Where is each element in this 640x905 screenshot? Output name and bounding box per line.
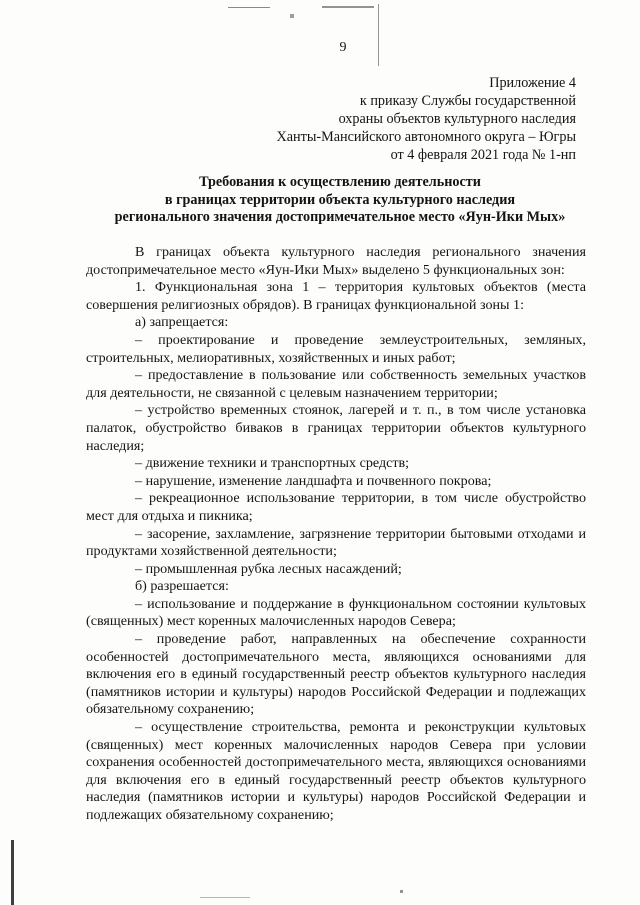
paragraph: – проведение работ, направленных на обеспечение сохранности особенностей достопримечательного места, являющихся основаниями для включения его в единый государственный реестр объектов культурного наследия (памятников истории и культуры) народов Российской Федерации и подлежащих обязательному сохранению; bbox=[86, 631, 586, 718]
appendix-line: к приказу Службы государственной bbox=[359, 93, 576, 109]
paragraph: – осуществление строительства, ремонта и реконструкции культовых (священных) мест коренных малочисленных народов Севера при условии сохранения особенностей достопримечательного места, являющихся основаниями для включения его в единый государственный реестр объектов культурного наследия (памятников истории и культуры) народов Российской Федерации и подлежащих обязательному сохранению; bbox=[86, 719, 586, 823]
paragraph: В границах объекта культурного наследия регионального значения достопримечательное место «Яун-Ики Мых» выделено 5 функциональных зон: bbox=[86, 244, 586, 278]
paragraph: – устройство временных стоянок, лагерей и т. п., в том числе установка палаток, обустройство биваков в границах территории объектов культурного наследия; bbox=[86, 402, 586, 454]
appendix-line: Ханты-Мансийского автономного округа – Югры bbox=[276, 129, 576, 145]
paragraph: – предоставление в пользование или собственность земельных участков для деятельности, не связанной с целевым назначением территории; bbox=[86, 367, 586, 401]
page-number: 9 bbox=[339, 40, 347, 55]
appendix-header bbox=[276, 74, 576, 164]
paragraph: – движение техники и транспортных средств; bbox=[135, 455, 410, 472]
title-line: в границах территории объекта культурного наследия bbox=[164, 191, 516, 208]
scan-mark-top-2 bbox=[322, 6, 374, 8]
appendix-line: от 4 февраля 2021 года № 1-нп bbox=[390, 147, 576, 163]
paragraph: – нарушение, изменение ландшафта и почвенного покрова; bbox=[135, 472, 492, 489]
scan-mark-left-edge bbox=[11, 840, 14, 905]
document-title bbox=[90, 174, 590, 227]
scan-mark-top bbox=[228, 7, 270, 8]
paragraph: а) запрещается: bbox=[135, 314, 229, 331]
appendix-line: охраны объектов культурного наследия bbox=[338, 111, 576, 127]
title-line: регионального значения достопримечательное место «Яун-Ики Мых» bbox=[114, 209, 566, 225]
paragraph: – засорение, захламление, загрязнение территории бытовыми отходами и продуктами хозяйственной деятельности; bbox=[86, 525, 586, 560]
document-body bbox=[86, 244, 586, 825]
scan-mark-bottom bbox=[200, 897, 250, 898]
scan-mark-top-3 bbox=[290, 14, 294, 18]
paragraph: 1. Функциональная зона 1 – территория культовых объектов (места совершения религиозных обрядов). В границах функциональной зоны 1: bbox=[86, 279, 586, 313]
paragraph: – использование и поддержание в функциональном состоянии культовых (священных) мест коренных малочисленных народов Севера; bbox=[86, 595, 586, 630]
title-line: Требования к осуществлению деятельности bbox=[199, 174, 481, 190]
scan-mark-vertical bbox=[378, 4, 379, 66]
paragraph: – промышленная рубка лесных насаждений; bbox=[135, 560, 402, 577]
appendix-line: Приложение 4 bbox=[489, 75, 576, 91]
scan-mark-bottom-2 bbox=[400, 890, 403, 893]
paragraph: – проектирование и проведение землеустроительных, земляных, строительных, мелиоративных, хозяйственных и иных работ; bbox=[86, 331, 586, 366]
paragraph: б) разрешается: bbox=[135, 578, 229, 595]
paragraph: – рекреационное использование территории, в том числе обустройство мест для отдыха и пикника; bbox=[86, 490, 586, 524]
